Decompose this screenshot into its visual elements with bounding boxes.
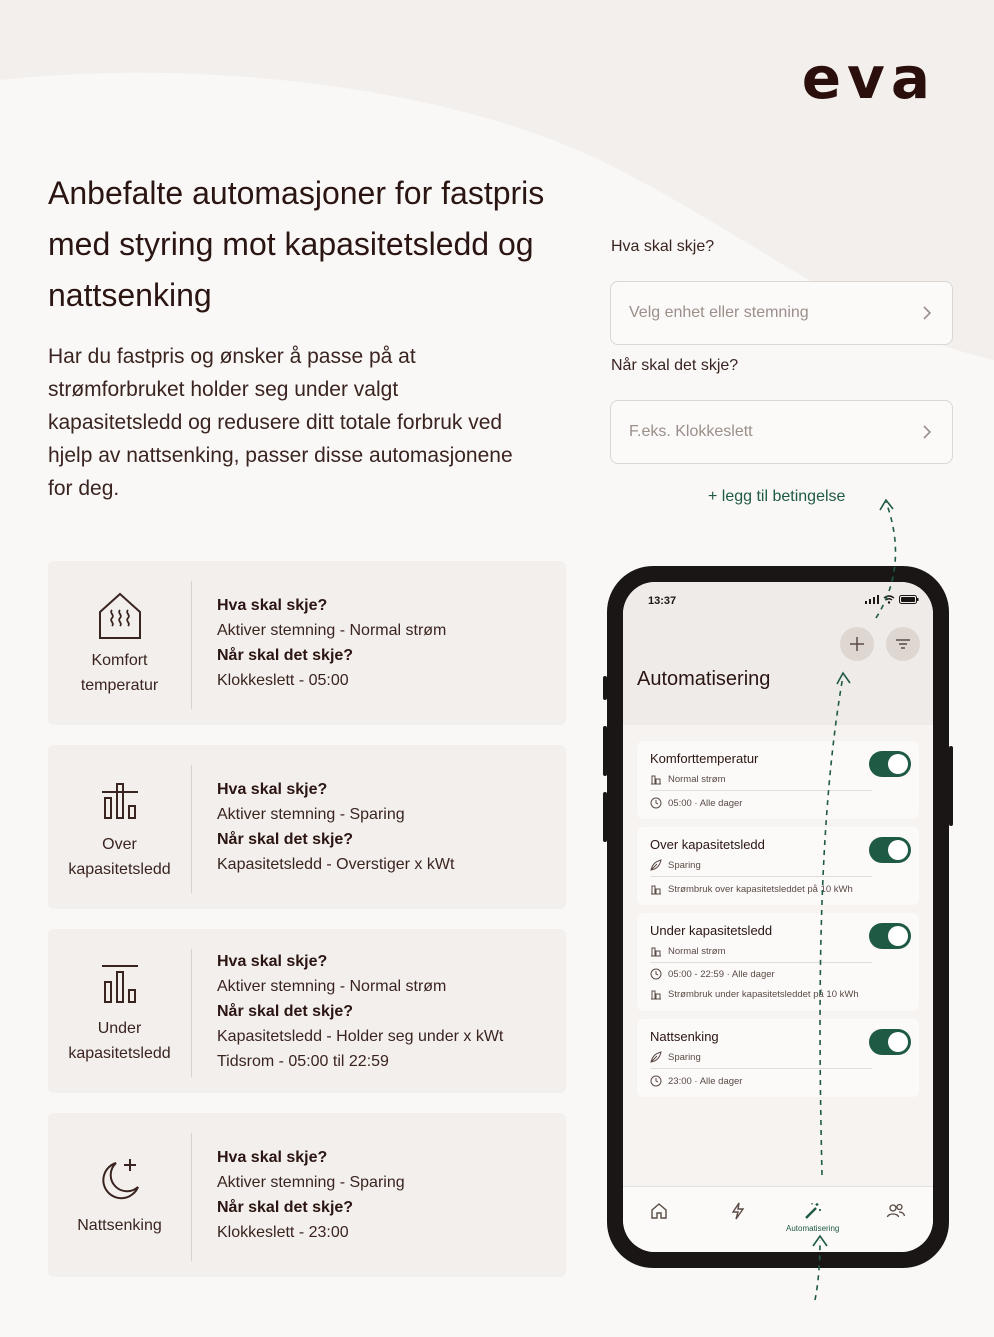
what-value: Aktiver stemning - Normal strøm — [217, 622, 447, 639]
building-icon — [650, 883, 662, 895]
scene-row — [650, 859, 701, 871]
what-heading: Hva skal skje? — [217, 952, 328, 970]
bars-under-line-icon — [92, 956, 148, 1012]
phone-side-button — [603, 792, 607, 842]
chevron-right-icon — [920, 306, 934, 320]
when-placeholder: F.eks. Klokkeslett — [629, 423, 753, 440]
screen-title: Automatisering — [637, 668, 771, 690]
automation-card-over-kapasitetsledd — [48, 745, 566, 909]
card-label: Under — [97, 1020, 142, 1037]
automation-toggle[interactable] — [869, 751, 911, 777]
filter-button[interactable] — [886, 627, 920, 661]
scene-text: Normal strøm — [668, 773, 726, 785]
when-value: Klokkeslett - 05:00 — [217, 672, 349, 689]
condition-text: Strømbruk over kapasitetsleddet på 10 kWh — [668, 883, 853, 895]
separator — [650, 1068, 872, 1069]
automation-card-nattsenking — [48, 1113, 566, 1277]
phone-side-button — [603, 676, 607, 700]
tab-energy[interactable] — [728, 1201, 748, 1221]
card-label: Komfort — [91, 652, 148, 669]
automation-item-nattsenking[interactable] — [637, 1019, 919, 1097]
separator — [650, 790, 872, 791]
divider — [191, 765, 192, 893]
divider — [191, 1133, 192, 1261]
filter-icon — [895, 636, 911, 652]
when-value: Kapasitetsledd - Holder seg under x kWt — [217, 1027, 504, 1045]
building-icon — [650, 988, 662, 1000]
sauna-house-icon — [92, 588, 148, 644]
add-condition-link[interactable]: + legg til betingelse — [708, 488, 846, 505]
automation-item-komforttemperatur[interactable] — [637, 741, 919, 819]
condition-text: Strømbruk under kapasitetsleddet på 10 kWh — [668, 988, 859, 1000]
automation-item-over-kapasitetsledd[interactable] — [637, 827, 919, 905]
leaf-icon — [650, 859, 662, 871]
when-heading: Når skal det skje? — [217, 831, 354, 848]
separator — [650, 962, 872, 963]
moon-plus-icon — [92, 1153, 148, 1209]
extra-value: Tidsrom - 05:00 til 22:59 — [217, 1052, 389, 1070]
when-value: Kapasitetsledd - Overstiger x kWt — [217, 856, 455, 873]
what-value: Aktiver stemning - Normal strøm — [217, 977, 447, 995]
plus-icon — [849, 636, 865, 652]
when-heading: Når skal det skje? — [217, 1199, 354, 1216]
card-label: temperatur — [80, 677, 159, 694]
divider — [191, 581, 192, 709]
add-automation-button[interactable] — [840, 627, 874, 661]
what-heading: Hva skal skje? — [217, 1149, 328, 1166]
scene-row — [650, 945, 726, 957]
automation-title: Under kapasitetsledd — [650, 923, 773, 938]
what-heading: Hva skal skje? — [217, 781, 328, 798]
what-value: Aktiver stemning - Sparing — [217, 806, 405, 823]
home-icon — [649, 1201, 669, 1221]
schedule-row — [650, 1075, 742, 1087]
schedule-text: 05:00 - 22:59 · Alle dager — [668, 968, 775, 980]
tab-users[interactable] — [886, 1201, 906, 1221]
eva-logo: eva — [801, 44, 936, 112]
what-placeholder: Velg enhet eller stemning — [629, 304, 809, 321]
users-icon — [886, 1201, 906, 1221]
chevron-right-icon — [920, 425, 934, 439]
automation-title: Komforttemperatur — [650, 751, 759, 766]
automation-toggle[interactable] — [869, 1029, 911, 1055]
scene-row — [650, 773, 726, 785]
when-label: Når skal det skje? — [611, 357, 739, 374]
what-value: Aktiver stemning - Sparing — [217, 1174, 405, 1191]
condition-row — [650, 883, 853, 895]
building-icon — [650, 773, 662, 785]
phone-side-button — [603, 726, 607, 776]
what-label: Hva skal skje? — [611, 238, 715, 255]
phone-screen — [623, 582, 933, 1252]
magic-wand-icon — [803, 1201, 823, 1221]
when-select-field[interactable] — [610, 400, 953, 464]
clock-icon — [650, 968, 662, 980]
clock-icon — [650, 797, 662, 809]
what-select-field[interactable] — [610, 281, 953, 345]
scene-text: Normal strøm — [668, 945, 726, 957]
automation-title: Over kapasitetsledd — [650, 837, 765, 852]
automation-toggle[interactable] — [869, 837, 911, 863]
when-heading: Når skal det skje? — [217, 1002, 354, 1020]
page-title: Anbefalte automasjoner for fastpris med styring mot kapasitetsledd og nattsenking — [48, 175, 545, 313]
card-label: Nattsenking — [77, 1216, 162, 1234]
phone-side-button — [949, 746, 953, 826]
schedule-row — [650, 968, 775, 980]
automation-card-under-kapasitetsledd — [48, 929, 566, 1093]
battery-icon — [899, 595, 919, 604]
when-heading: Når skal det skje? — [217, 647, 354, 664]
wifi-icon — [883, 595, 895, 604]
automation-title: Nattsenking — [650, 1029, 719, 1044]
tab-automatisering[interactable] — [786, 1201, 839, 1233]
status-time: 13:37 — [648, 595, 677, 607]
signal-icon — [865, 595, 879, 604]
tab-home[interactable] — [649, 1201, 669, 1221]
intro-text: Har du fastpris og ønsker å passe på at strømforbruket holder seg under valgt kapasitetsledd og redusere ditt totale forbruk ved hjelp av nattsenking, passer disse automasjonene for deg. — [48, 345, 513, 500]
schedule-text: 23:00 · Alle dager — [668, 1075, 743, 1087]
building-icon — [650, 945, 662, 957]
tab-bar — [623, 1186, 933, 1252]
when-value: Klokkeslett - 23:00 — [217, 1224, 349, 1241]
scene-text: Sparing — [668, 1051, 701, 1063]
automation-item-under-kapasitetsledd[interactable] — [637, 913, 919, 1011]
condition-row — [650, 988, 859, 1000]
tab-label: Automatisering — [786, 1224, 840, 1233]
lightning-icon — [728, 1201, 748, 1221]
divider — [191, 949, 192, 1077]
status-icons — [865, 595, 919, 604]
automation-card-komfort — [48, 561, 566, 725]
leaf-icon — [650, 1051, 662, 1063]
schedule-row — [650, 797, 742, 809]
phone-mockup — [607, 566, 949, 1268]
separator — [650, 876, 872, 877]
card-label: kapasitetsledd — [68, 861, 171, 878]
scene-text: Sparing — [668, 859, 701, 871]
card-label: Over — [102, 836, 137, 853]
automation-toggle[interactable] — [869, 923, 911, 949]
clock-icon — [650, 1075, 662, 1087]
bars-over-line-icon — [92, 772, 148, 828]
what-heading: Hva skal skje? — [217, 597, 328, 614]
schedule-text: 05:00 · Alle dager — [668, 797, 743, 809]
scene-row — [650, 1051, 701, 1063]
card-label: kapasitetsledd — [68, 1045, 171, 1062]
